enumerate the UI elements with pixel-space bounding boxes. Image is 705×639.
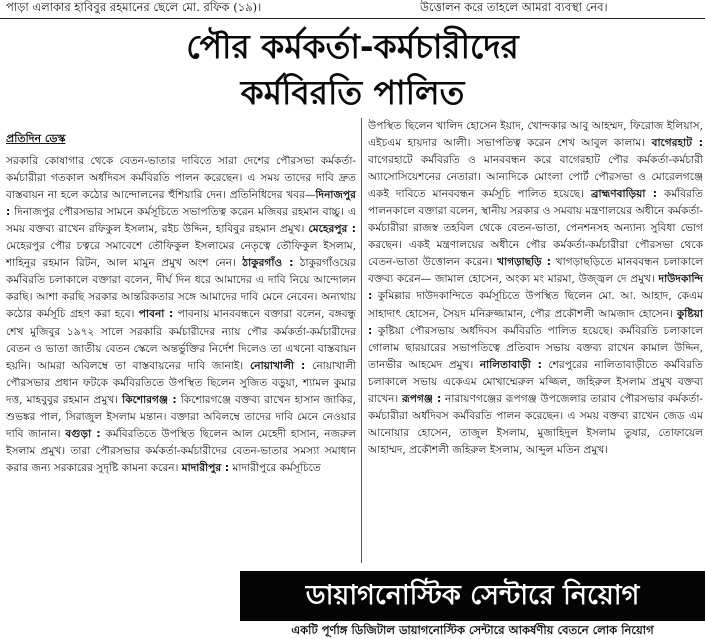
ad-title: ডায়াগনোস্টিক সেন্টারে নিয়োগ: [240, 571, 705, 621]
previous-article-strip: [0, 0, 705, 20]
place-dateline: বগুড়া :: [65, 427, 101, 440]
body-text: কুমিল্লার দাউদকান্দিতে কর্মসূচিতে উপস্থিত ছিলেন মো. আ. আহাদ, কেএম সাহাদাৎ হোসেন, সৈয়দ মনিরুজ্জামান, পৌর প্রকৌশলী আমজাদ হোসেন।: [368, 290, 703, 320]
body-text: নারায়ণগঞ্জের রূপগঞ্জ উপজেলার তারাব পৌরসভার কর্মকর্তা-কর্মচারীরা অর্ধদিবস কর্মবিরতি পালন করেছেন। এ সময় বক্তব্য রাখেন জেড এম আনোয়ার হোসেন, তাজুল ইসলাম, মুজাহিদুল ইসলাম তুষার, তোফায়েল আহাম্মদ, প্রকৌশলী জহিরুল ইসলাম, আব্দুল মতিন প্রমুখ।: [368, 392, 704, 456]
body-text: খাগড়াছড়িতে মানববন্ধন চলাকালে বক্তব্য করেন— জামাল হোসেন, অংক্য মং মারমা, উজ্জ্বল দে প্রমুখ।: [368, 256, 703, 286]
place-dateline: দিনাজপুর :: [6, 189, 356, 219]
body-text: ঠাকুরগাঁওয়ের কর্মবিরতি চলাকালে বক্তারা বলেন, দীর্ঘ দিন ধরে আমাদের এ দাবি নিয়ে আন্দোলন করছি। আশা করছি সরকার আন্তরিকতার সঙ্গে আমাদের দাবি মেনে নেবেন। অন্যথায় কঠোর কর্মসূচি গ্রহণ করা হবে।: [6, 257, 356, 321]
body-text: কর্মবিরতিতে উপস্থিত ছিলেন আল মেহেদী হাসান, নজরুল ইসলাম প্রমুখ। তারা পৌরসভার কর্মকর্তা-কর্মচারীদের বেতন-ভাতার সমস্যা সমাধান করার জন্য সরকারের সুদৃষ্টি কামনা করেন।: [6, 427, 356, 474]
body-text: কর্মবিরতি পালনকালে বক্তারা বলেন, স্থানীয় সরকার ও সমবায় মন্ত্রণালয়ের অধীনে কর্মকর্তা-কর্মচারীরা রাজস্ব তহবিল থেকে বেতন-ভাতা, পেনশনসহ অন্যান্য সুবিধা ভোগ করছেন। একই মন্ত্রণালয়ের অধীনে পৌর কর্মকর্তা-কর্মচারীরা পৌরসভা থেকে বেতন-ভাতা উত্তোলন করেন।: [368, 188, 703, 269]
body-text: নোয়াখালী পৌরসভার প্রধান ফটকে কর্মবিরতিতে উপস্থিত ছিলেন সুজিত বড়ুয়া, শ্যামল কুমার দত্ত, মাহবুবুর রহমান প্রমুখ।: [6, 359, 357, 406]
column-divider: [361, 118, 362, 564]
place-dateline: নালিতাবাড়ী :: [479, 358, 542, 371]
body-text: মেহেরপুর পৌর চত্বরে সমাবেশে তৌফিকুল ইসলামের নেতৃত্বে তৌফিকুল ইসলাম, শাহিনুর রহমান রিটন, আল মামুন প্রমুখ অংশ নেন।: [6, 240, 356, 270]
article-column-right: [368, 118, 703, 459]
place-dateline: ঠাকুরগাঁও :: [242, 257, 294, 270]
body-text: কিশোরগঞ্জে বক্তব্য রাখেন হাসান জাকির, শুভঙ্কর পাল, সিরাজুল ইসলাম মন্তান। বক্তারা অবিলম্বে তাদের দাবি মেনে নেওয়ার দাবি জানান।: [6, 393, 356, 440]
previous-article-text-left: পাড়া এলাকার হাবিবুর রহমানের ছেলে মো. রফিক (১৯)।: [6, 0, 262, 14]
body-text: কুষ্টিয়া পৌরসভায় অর্ধদিবস কর্মবিরতি পালিত হয়েছে। কর্মবিরতি চলাকালে গোলাম ছারয়ারের সভাপতিত্বে প্রতিবাদ সভায় বক্তব্য রাখেন কামাল উদ্দিন, তানভীর আহমেদ প্রমুখ।: [368, 324, 703, 371]
place-dateline: ব্রাহ্মণবাড়িয়া :: [590, 188, 657, 201]
place-dateline: খাগড়াছড়ি :: [497, 256, 551, 269]
place-dateline: দাউদকান্দি :: [368, 273, 703, 303]
headline-line-1: পৌর কর্মকর্তা-কর্মচারীদের: [186, 27, 519, 66]
body-text: উপস্থিত ছিলেন খালিদ হোসেন ইয়াদ, খোন্দকার আবু আহম্মদ, ফিরোজ ইলিয়াস, এইচএম হায়দার আলী। সভাপতিত্ব করেন শেখ আবুল কালাম।: [368, 120, 703, 150]
headline-line-2: কর্মবিরতি পালিত: [240, 73, 465, 112]
body-text: সরকারি কোষাগার থেকে বেতন-ভাতার দাবিতে সারা দেশের পৌরসভা কর্মকর্তা-কর্মচারীরা গতকাল অর্ধদিবস কর্মবিরতি পালন করেছেন। এ সময় তাদের দাবি দ্রুত বাস্তবায়ন না হলে কঠোর আন্দোলনের হুঁশিয়ারি দেন। প্রতিনিধিদের খবর—: [6, 155, 356, 202]
column-right-body: [368, 118, 703, 459]
body-text: দিনাজপুর পৌরসভার সামনে কর্মসূচিতে সভাপতিত্ব করেন মজিবর রহমান বাচ্চু। এ সময় বক্তব্য রাখেন রফিকুল ইসলাম, রইচ উদ্দিন, হাবিবুর রহমান প্রমুখ।: [6, 206, 356, 236]
place-dateline: পাবনা :: [138, 308, 174, 321]
body-text: বাগেরহাটে কর্মবিরতি ও মানববন্ধন করে বাগেরহাট পৌর কর্মকর্তা-কর্মচারী অ্যাসোসিয়েশনের নেতারা। আন্যদিকে মোংলা পোর্ট পৌরসভা ও মোরেলগঞ্জে একই দাবিতে মানববন্ধন কর্মসূচি পালিত হয়েছে।: [368, 154, 703, 201]
place-dateline: কিশোরগঞ্জ :: [122, 393, 177, 406]
place-dateline: রূপগঞ্জ :: [402, 392, 442, 405]
column-left-body: [6, 153, 356, 477]
place-dateline: বাগেরহাট :: [651, 137, 703, 150]
previous-article-text-right: উত্তোলন করে তাহলে আমরা ব্যবস্থা নেব।: [420, 0, 608, 14]
body-text: পাবনায় মানববন্ধনে বক্তারা বলেন, বঙ্গবন্ধু শেখ মুজিবুর ১৯৭২ সালে সরকারি কর্মচারীদের ন্যায় পৌর কর্মকর্তা-কর্মচারীদের বেতন ও ভাতা জাতীয় বেতন স্কেলে অন্তর্ভুক্তির নির্দেশ দিলেও তা এখনো বাস্তবায়ন হয়নি। আমরা অবিলম্বে তা বাস্তবায়নের দাবি জানাই।: [6, 308, 357, 372]
place-dateline: কুষ্টিয়া :: [368, 307, 703, 337]
place-dateline: নোয়াখালী :: [249, 359, 306, 372]
advertisement: [228, 563, 705, 639]
body-text: মাদারীপুরে কর্মসূচিতে: [229, 461, 321, 474]
ad-subtitle: একটি পূর্ণাঙ্গ ডিজিটাল ডায়াগনোস্টিক সেন্টারে আকর্ষণীয় বেতনে লোক নিয়োগ: [291, 623, 654, 637]
place-dateline: মাদারীপুর :: [181, 461, 230, 474]
top-divider: [0, 18, 705, 19]
article-headline: [0, 24, 705, 116]
place-dateline: মেহেরপুর :: [308, 223, 356, 236]
body-text: শেরপুরের নালিতাবাড়ীতে কর্মবিরতি চলাকালে সভায় একেএম মোখাম্মেরুল মজ্জিল, জহিরুল ইসলাম প্রমুখ বক্তব্য রাখেন।: [368, 358, 704, 405]
article-column-left: [6, 130, 356, 477]
byline: প্রতিদিন ডেস্ক: [6, 132, 66, 145]
